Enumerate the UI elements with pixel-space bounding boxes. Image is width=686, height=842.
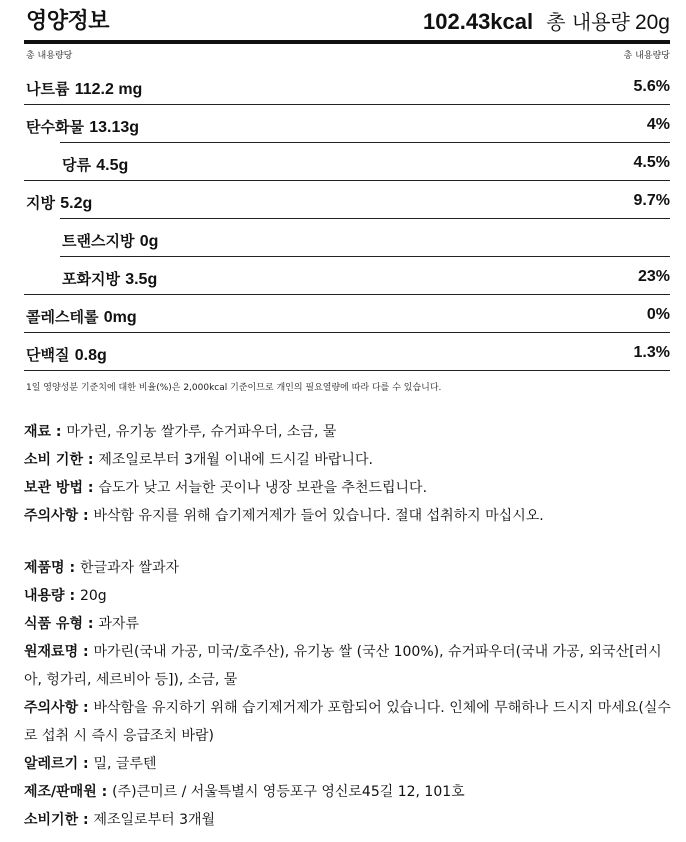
nutrient-percent: 4.5% xyxy=(633,154,670,171)
nutrient-label xyxy=(26,344,107,365)
product-notes xyxy=(24,418,674,530)
nutrient-row-divider xyxy=(60,256,670,257)
nutrient-name: 지방 xyxy=(26,194,55,212)
nutrient-label xyxy=(62,230,158,251)
info-line xyxy=(24,418,674,446)
product-details xyxy=(24,554,674,834)
info-line xyxy=(24,554,674,582)
info-separator: : xyxy=(78,756,94,772)
info-line xyxy=(24,806,674,834)
nutrition-title: 영양정보 xyxy=(26,9,110,34)
nutrient-label xyxy=(26,116,139,137)
info-separator: : xyxy=(96,784,113,800)
nutrient-row-divider xyxy=(60,218,670,219)
nutrient-row xyxy=(24,218,670,256)
nutrient-name: 탄수화물 xyxy=(26,118,84,136)
column-header-left: 총 내용량당 xyxy=(26,51,73,61)
info-value: 과자류 xyxy=(98,616,139,632)
info-value: 마가린, 유기농 쌀가루, 슈거파우더, 소금, 물 xyxy=(66,424,337,440)
info-value: 바삭함 유지를 위해 습기제거제가 들어 있습니다. 절대 섭취하지 마십시오. xyxy=(93,508,544,524)
nutrient-row-divider xyxy=(24,180,670,181)
nutrient-row-divider xyxy=(60,142,670,143)
info-separator: : xyxy=(51,424,67,440)
nutrient-percent: 5.6% xyxy=(633,78,670,95)
info-value: 마가린(국내 가공, 미국/호주산), 유기농 쌀 (국산 100%), 슈거파우더(국내 가공, 외국산[러시아, 헝가리, 세르비아 등]), 소금, 물 xyxy=(24,644,662,688)
info-separator: : xyxy=(64,588,80,604)
nutrient-name: 나트륨 xyxy=(26,80,70,98)
info-key: 제조/판매원 xyxy=(24,784,97,800)
info-value: 20g xyxy=(79,588,107,604)
info-value: (주)큰미르 / 서울특별시 영등포구 영신로45길 12, 101호 xyxy=(112,784,465,800)
header-summary xyxy=(423,6,670,35)
calorie-value: 102.43kcal xyxy=(423,9,534,34)
nutrient-name: 포화지방 xyxy=(62,270,120,288)
info-key: 주의사항 xyxy=(24,700,79,716)
info-value: 습도가 낮고 서늘한 곳이나 냉장 보관을 추천드립니다. xyxy=(98,480,428,496)
info-separator: : xyxy=(78,508,94,524)
nutrient-amount: 13.13g xyxy=(89,119,140,136)
nutrient-row xyxy=(24,294,670,332)
nutrient-percent: 0% xyxy=(646,306,670,323)
header-divider xyxy=(24,40,670,44)
nutrient-row-divider xyxy=(24,332,670,333)
info-key: 식품 유형 xyxy=(24,616,83,632)
info-line xyxy=(24,750,674,778)
nutrient-row xyxy=(24,332,670,370)
total-content-label: 총 내용량 xyxy=(546,10,630,34)
nutrient-name: 단백질 xyxy=(26,346,70,364)
info-value: 제조일로부터 3개월 xyxy=(93,812,216,828)
nutrient-amount: 4.5g xyxy=(96,157,129,174)
info-value: 밀, 글루텐 xyxy=(93,756,157,772)
info-value: 제조일로부터 3개월 이내에 드시길 바랍니다. xyxy=(98,452,373,468)
info-line xyxy=(24,446,674,474)
info-key: 제품명 xyxy=(24,560,65,576)
info-line xyxy=(24,778,674,806)
info-separator: : xyxy=(78,644,94,660)
info-value: 바삭함을 유지하기 위해 습기제거제가 포함되어 있습니다. 인체에 무해하나 드시지 마세요(실수로 섭취 시 즉시 응급조치 바람) xyxy=(24,700,671,744)
nutrient-row xyxy=(24,104,670,142)
nutrient-row xyxy=(24,256,670,294)
info-key: 내용량 xyxy=(24,588,65,604)
nutrient-name: 콜레스테롤 xyxy=(26,308,99,326)
nutrient-row-divider xyxy=(24,104,670,105)
nutrient-percent: 4% xyxy=(646,116,670,133)
nutrient-percent: 1.3% xyxy=(633,344,670,361)
nutrient-amount: 3.5g xyxy=(125,271,158,288)
nutrient-label xyxy=(26,78,142,99)
nutrient-amount: 112.2 mg xyxy=(74,81,143,98)
nutrient-percent: 9.7% xyxy=(633,192,670,209)
info-separator: : xyxy=(82,616,99,632)
info-key: 주의사항 xyxy=(24,508,79,524)
nutrient-amount: 5.2g xyxy=(60,195,93,212)
nutrient-label xyxy=(26,306,137,327)
info-line xyxy=(24,582,674,610)
nutrient-label xyxy=(62,154,128,175)
info-key: 소비 기한 xyxy=(24,452,83,468)
nutrient-row xyxy=(24,180,670,218)
nutrient-amount: 0g xyxy=(139,233,159,250)
info-key: 보관 방법 xyxy=(24,480,83,496)
info-separator: : xyxy=(78,812,94,828)
nutrient-row xyxy=(24,66,670,104)
info-line xyxy=(24,610,674,638)
info-line xyxy=(24,694,674,750)
daily-value-footnote: 1일 영양성분 기준치에 대한 비율(%)은 2,000kcal 기준이므로 개인의 필요열량에 따라 다를 수 있습니다. xyxy=(26,383,442,393)
info-line xyxy=(24,502,674,530)
total-content-value: 20g xyxy=(634,11,670,34)
nutrient-name: 당류 xyxy=(62,156,91,174)
nutrient-amount: 0mg xyxy=(103,309,137,326)
nutrient-table xyxy=(24,66,670,370)
table-bottom-divider xyxy=(24,370,670,371)
info-line xyxy=(24,474,674,502)
info-key: 재료 xyxy=(24,424,52,440)
nutrient-name: 트랜스지방 xyxy=(62,232,135,250)
info-value: 한글과자 쌀과자 xyxy=(79,560,180,576)
info-key: 소비기한 xyxy=(24,812,79,828)
nutrient-percent: 23% xyxy=(637,268,670,285)
nutrition-header xyxy=(26,2,670,36)
nutrient-label xyxy=(62,268,157,289)
nutrient-row-divider xyxy=(24,294,670,295)
nutrient-label xyxy=(26,192,92,213)
nutrient-row xyxy=(24,142,670,180)
info-separator: : xyxy=(82,480,99,496)
nutrient-amount: 0.8g xyxy=(74,347,107,364)
column-header-right: 총 내용량당 xyxy=(623,51,670,61)
info-line xyxy=(24,638,674,694)
info-key: 원재료명 xyxy=(24,644,79,660)
info-separator: : xyxy=(78,700,94,716)
info-key: 알레르기 xyxy=(24,756,79,772)
info-separator: : xyxy=(82,452,99,468)
info-separator: : xyxy=(64,560,80,576)
